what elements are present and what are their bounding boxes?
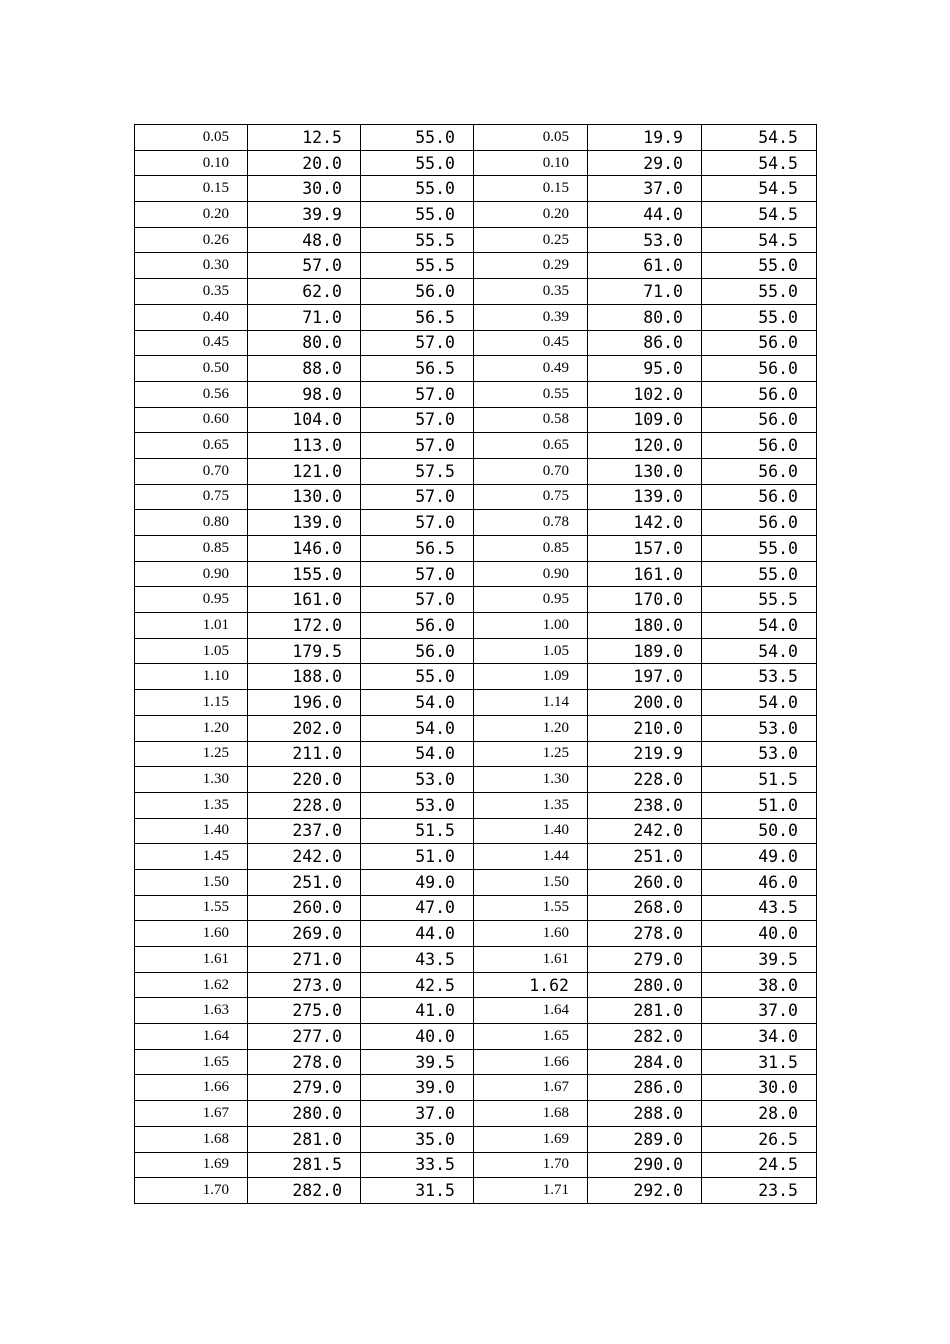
table-cell-col-3: 54.0: [361, 741, 474, 767]
table-cell-col-4: 1.25: [474, 741, 588, 767]
table-row: [135, 330, 817, 356]
table-cell-col-6: 24.5: [702, 1152, 817, 1178]
table-cell-col-1: 1.63: [135, 998, 248, 1024]
table-cell-col-3: 56.5: [361, 304, 474, 330]
table-cell-col-2: 88.0: [248, 356, 361, 382]
table-cell-col-5: 180.0: [588, 613, 702, 639]
table-cell-col-6: 55.5: [702, 587, 817, 613]
table-row: [135, 818, 817, 844]
table-cell-col-4: 1.09: [474, 664, 588, 690]
table-row: [135, 356, 817, 382]
table-cell-col-4: 1.20: [474, 715, 588, 741]
table-cell-col-3: 57.0: [361, 510, 474, 536]
table-row: [135, 1126, 817, 1152]
table-cell-col-3: 57.0: [361, 330, 474, 356]
table-cell-col-5: 210.0: [588, 715, 702, 741]
table-cell-col-5: 242.0: [588, 818, 702, 844]
table-cell-col-4: 0.20: [474, 202, 588, 228]
table-row: [135, 125, 817, 151]
table-cell-col-6: 56.0: [702, 407, 817, 433]
table-cell-col-1: 1.61: [135, 947, 248, 973]
table-cell-col-2: 271.0: [248, 947, 361, 973]
table-cell-col-3: 37.0: [361, 1101, 474, 1127]
table-cell-col-1: 0.15: [135, 176, 248, 202]
table-cell-col-6: 56.0: [702, 433, 817, 459]
table-cell-col-4: 0.10: [474, 150, 588, 176]
table-cell-col-6: 50.0: [702, 818, 817, 844]
table-row: [135, 972, 817, 998]
table-cell-col-6: 56.0: [702, 330, 817, 356]
table-row: [135, 638, 817, 664]
table-cell-col-4: 0.58: [474, 407, 588, 433]
table-row: [135, 844, 817, 870]
table-cell-col-1: 0.10: [135, 150, 248, 176]
table-cell-col-1: 1.68: [135, 1126, 248, 1152]
table-cell-col-5: 281.0: [588, 998, 702, 1024]
table-cell-col-1: 1.55: [135, 895, 248, 921]
table-cell-col-5: 279.0: [588, 947, 702, 973]
data-table-body: [135, 125, 817, 1204]
table-cell-col-5: 260.0: [588, 869, 702, 895]
table-cell-col-3: 51.5: [361, 818, 474, 844]
table-cell-col-4: 0.39: [474, 304, 588, 330]
table-cell-col-3: 56.0: [361, 638, 474, 664]
table-cell-col-2: 273.0: [248, 972, 361, 998]
table-cell-col-3: 54.0: [361, 690, 474, 716]
table-row: [135, 253, 817, 279]
table-cell-col-2: 269.0: [248, 921, 361, 947]
table-cell-col-5: 120.0: [588, 433, 702, 459]
table-cell-col-4: 0.90: [474, 561, 588, 587]
table-cell-col-2: 80.0: [248, 330, 361, 356]
table-cell-col-2: 20.0: [248, 150, 361, 176]
table-cell-col-1: 0.56: [135, 381, 248, 407]
table-cell-col-4: 0.35: [474, 279, 588, 305]
table-row: [135, 381, 817, 407]
table-cell-col-4: 1.71: [474, 1178, 588, 1204]
table-cell-col-5: 278.0: [588, 921, 702, 947]
table-cell-col-1: 1.60: [135, 921, 248, 947]
table-row: [135, 998, 817, 1024]
table-cell-col-5: 289.0: [588, 1126, 702, 1152]
table-cell-col-4: 0.05: [474, 125, 588, 151]
table-row: [135, 664, 817, 690]
table-cell-col-2: 39.9: [248, 202, 361, 228]
table-cell-col-3: 43.5: [361, 947, 474, 973]
table-cell-col-4: 0.49: [474, 356, 588, 382]
table-cell-col-6: 31.5: [702, 1049, 817, 1075]
table-cell-col-2: 251.0: [248, 869, 361, 895]
table-cell-col-2: 220.0: [248, 767, 361, 793]
table-cell-col-4: 0.95: [474, 587, 588, 613]
table-cell-col-4: 1.70: [474, 1152, 588, 1178]
table-cell-col-2: 202.0: [248, 715, 361, 741]
table-cell-col-2: 161.0: [248, 587, 361, 613]
table-cell-col-2: 242.0: [248, 844, 361, 870]
table-cell-col-3: 55.0: [361, 176, 474, 202]
table-cell-col-4: 1.67: [474, 1075, 588, 1101]
table-cell-col-3: 49.0: [361, 869, 474, 895]
table-cell-col-6: 56.0: [702, 381, 817, 407]
table-row: [135, 613, 817, 639]
table-cell-col-1: 1.64: [135, 1024, 248, 1050]
table-cell-col-2: 188.0: [248, 664, 361, 690]
table-cell-col-6: 56.0: [702, 458, 817, 484]
table-cell-col-5: 251.0: [588, 844, 702, 870]
table-row: [135, 921, 817, 947]
table-cell-col-3: 55.0: [361, 125, 474, 151]
table-cell-col-1: 0.75: [135, 484, 248, 510]
table-cell-col-3: 57.5: [361, 458, 474, 484]
table-cell-col-1: 0.45: [135, 330, 248, 356]
table-cell-col-4: 0.65: [474, 433, 588, 459]
table-cell-col-1: 0.65: [135, 433, 248, 459]
table-cell-col-2: 278.0: [248, 1049, 361, 1075]
table-row: [135, 587, 817, 613]
table-cell-col-1: 0.05: [135, 125, 248, 151]
table-cell-col-4: 1.55: [474, 895, 588, 921]
table-cell-col-5: 19.9: [588, 125, 702, 151]
table-row: [135, 536, 817, 562]
table-cell-col-2: 146.0: [248, 536, 361, 562]
table-cell-col-2: 237.0: [248, 818, 361, 844]
table-cell-col-4: 0.25: [474, 227, 588, 253]
table-cell-col-1: 1.30: [135, 767, 248, 793]
table-cell-col-1: 0.60: [135, 407, 248, 433]
table-row: [135, 792, 817, 818]
table-row: [135, 741, 817, 767]
table-cell-col-3: 54.0: [361, 715, 474, 741]
table-cell-col-2: 130.0: [248, 484, 361, 510]
table-cell-col-6: 43.5: [702, 895, 817, 921]
table-cell-col-3: 56.0: [361, 613, 474, 639]
table-cell-col-1: 1.45: [135, 844, 248, 870]
table-cell-col-5: 71.0: [588, 279, 702, 305]
table-cell-col-5: 139.0: [588, 484, 702, 510]
table-cell-col-1: 1.65: [135, 1049, 248, 1075]
table-cell-col-5: 86.0: [588, 330, 702, 356]
table-cell-col-5: 280.0: [588, 972, 702, 998]
table-cell-col-1: 0.95: [135, 587, 248, 613]
table-cell-col-6: 54.0: [702, 638, 817, 664]
table-cell-col-6: 51.0: [702, 792, 817, 818]
table-cell-col-3: 56.5: [361, 536, 474, 562]
table-cell-col-6: 55.0: [702, 279, 817, 305]
table-cell-col-5: 161.0: [588, 561, 702, 587]
table-cell-col-6: 28.0: [702, 1101, 817, 1127]
table-cell-col-2: 277.0: [248, 1024, 361, 1050]
table-cell-col-2: 113.0: [248, 433, 361, 459]
table-cell-col-1: 0.40: [135, 304, 248, 330]
table-cell-col-6: 55.0: [702, 561, 817, 587]
table-cell-col-2: 98.0: [248, 381, 361, 407]
table-cell-col-3: 57.0: [361, 407, 474, 433]
table-cell-col-1: 1.69: [135, 1152, 248, 1178]
table-cell-col-1: 1.15: [135, 690, 248, 716]
table-cell-col-5: 200.0: [588, 690, 702, 716]
table-cell-col-4: 1.44: [474, 844, 588, 870]
table-cell-col-6: 53.5: [702, 664, 817, 690]
table-cell-col-3: 39.5: [361, 1049, 474, 1075]
table-cell-col-1: 0.50: [135, 356, 248, 382]
table-cell-col-6: 54.5: [702, 150, 817, 176]
table-cell-col-1: 0.70: [135, 458, 248, 484]
table-cell-col-2: 211.0: [248, 741, 361, 767]
table-cell-col-4: 0.78: [474, 510, 588, 536]
table-row: [135, 304, 817, 330]
table-cell-col-4: 1.68: [474, 1101, 588, 1127]
table-cell-col-2: 228.0: [248, 792, 361, 818]
table-row: [135, 715, 817, 741]
table-cell-col-4: 1.14: [474, 690, 588, 716]
table-cell-col-1: 1.25: [135, 741, 248, 767]
table-cell-col-2: 104.0: [248, 407, 361, 433]
table-cell-col-6: 54.0: [702, 613, 817, 639]
table-cell-col-5: 189.0: [588, 638, 702, 664]
table-row: [135, 202, 817, 228]
table-cell-col-1: 1.01: [135, 613, 248, 639]
table-row: [135, 176, 817, 202]
table-cell-col-6: 55.0: [702, 536, 817, 562]
table-row: [135, 279, 817, 305]
table-cell-col-4: 0.55: [474, 381, 588, 407]
table-cell-col-3: 55.0: [361, 664, 474, 690]
table-cell-col-2: 260.0: [248, 895, 361, 921]
table-cell-col-6: 30.0: [702, 1075, 817, 1101]
table-row: [135, 150, 817, 176]
table-cell-col-5: 170.0: [588, 587, 702, 613]
data-table: [134, 124, 817, 1204]
table-cell-col-5: 268.0: [588, 895, 702, 921]
table-cell-col-1: 0.80: [135, 510, 248, 536]
table-row: [135, 690, 817, 716]
table-cell-col-5: 53.0: [588, 227, 702, 253]
table-row: [135, 1101, 817, 1127]
table-cell-col-2: 48.0: [248, 227, 361, 253]
table-cell-col-2: 12.5: [248, 125, 361, 151]
table-cell-col-2: 57.0: [248, 253, 361, 279]
table-cell-col-6: 54.0: [702, 690, 817, 716]
table-cell-col-6: 23.5: [702, 1178, 817, 1204]
table-cell-col-6: 51.5: [702, 767, 817, 793]
table-cell-col-4: 0.70: [474, 458, 588, 484]
table-cell-col-1: 1.35: [135, 792, 248, 818]
table-cell-col-2: 30.0: [248, 176, 361, 202]
table-cell-col-2: 172.0: [248, 613, 361, 639]
table-cell-col-6: 39.5: [702, 947, 817, 973]
table-cell-col-3: 57.0: [361, 484, 474, 510]
table-cell-col-5: 197.0: [588, 664, 702, 690]
table-row: [135, 484, 817, 510]
table-cell-col-6: 46.0: [702, 869, 817, 895]
table-cell-col-3: 47.0: [361, 895, 474, 921]
table-cell-col-4: 0.75: [474, 484, 588, 510]
table-cell-col-4: 1.64: [474, 998, 588, 1024]
table-cell-col-5: 29.0: [588, 150, 702, 176]
table-cell-col-4: 1.62: [474, 972, 588, 998]
table-cell-col-3: 53.0: [361, 767, 474, 793]
table-cell-col-1: 1.70: [135, 1178, 248, 1204]
table-row: [135, 1075, 817, 1101]
table-cell-col-3: 35.0: [361, 1126, 474, 1152]
table-row: [135, 1152, 817, 1178]
table-cell-col-1: 0.30: [135, 253, 248, 279]
table-cell-col-1: 1.10: [135, 664, 248, 690]
table-cell-col-2: 280.0: [248, 1101, 361, 1127]
table-row: [135, 869, 817, 895]
table-cell-col-1: 1.67: [135, 1101, 248, 1127]
table-cell-col-6: 38.0: [702, 972, 817, 998]
table-cell-col-3: 40.0: [361, 1024, 474, 1050]
table-cell-col-2: 139.0: [248, 510, 361, 536]
table-cell-col-5: 288.0: [588, 1101, 702, 1127]
table-row: [135, 458, 817, 484]
table-cell-col-6: 54.5: [702, 176, 817, 202]
table-cell-col-1: 0.85: [135, 536, 248, 562]
table-cell-col-4: 0.15: [474, 176, 588, 202]
table-cell-col-3: 56.0: [361, 279, 474, 305]
table-cell-col-5: 130.0: [588, 458, 702, 484]
table-cell-col-4: 1.05: [474, 638, 588, 664]
table-cell-col-3: 44.0: [361, 921, 474, 947]
table-row: [135, 510, 817, 536]
table-row: [135, 561, 817, 587]
table-cell-col-1: 0.90: [135, 561, 248, 587]
table-cell-col-6: 55.0: [702, 253, 817, 279]
table-row: [135, 407, 817, 433]
table-cell-col-3: 55.5: [361, 227, 474, 253]
table-cell-col-6: 49.0: [702, 844, 817, 870]
table-cell-col-4: 1.35: [474, 792, 588, 818]
table-cell-col-3: 53.0: [361, 792, 474, 818]
table-cell-col-5: 228.0: [588, 767, 702, 793]
table-cell-col-4: 1.61: [474, 947, 588, 973]
table-cell-col-4: 1.66: [474, 1049, 588, 1075]
table-cell-col-5: 61.0: [588, 253, 702, 279]
table-cell-col-6: 40.0: [702, 921, 817, 947]
table-cell-col-4: 0.45: [474, 330, 588, 356]
table-cell-col-2: 279.0: [248, 1075, 361, 1101]
table-cell-col-6: 34.0: [702, 1024, 817, 1050]
table-cell-col-6: 55.0: [702, 304, 817, 330]
table-cell-col-1: 1.05: [135, 638, 248, 664]
table-row: [135, 433, 817, 459]
table-cell-col-2: 275.0: [248, 998, 361, 1024]
table-cell-col-4: 0.29: [474, 253, 588, 279]
table-cell-col-5: 109.0: [588, 407, 702, 433]
table-cell-col-2: 62.0: [248, 279, 361, 305]
table-cell-col-6: 54.5: [702, 202, 817, 228]
table-cell-col-3: 57.0: [361, 561, 474, 587]
table-cell-col-2: 281.0: [248, 1126, 361, 1152]
table-cell-col-6: 37.0: [702, 998, 817, 1024]
table-cell-col-5: 219.9: [588, 741, 702, 767]
table-cell-col-1: 1.62: [135, 972, 248, 998]
table-cell-col-6: 56.0: [702, 510, 817, 536]
table-cell-col-3: 57.0: [361, 381, 474, 407]
table-cell-col-5: 80.0: [588, 304, 702, 330]
table-cell-col-6: 54.5: [702, 125, 817, 151]
table-cell-col-2: 71.0: [248, 304, 361, 330]
table-cell-col-4: 1.69: [474, 1126, 588, 1152]
table-cell-col-5: 95.0: [588, 356, 702, 382]
table-cell-col-1: 0.20: [135, 202, 248, 228]
table-cell-col-3: 55.0: [361, 202, 474, 228]
table-cell-col-4: 1.00: [474, 613, 588, 639]
table-cell-col-2: 282.0: [248, 1178, 361, 1204]
table-cell-col-3: 39.0: [361, 1075, 474, 1101]
table-cell-col-2: 121.0: [248, 458, 361, 484]
table-cell-col-3: 33.5: [361, 1152, 474, 1178]
table-cell-col-5: 37.0: [588, 176, 702, 202]
table-cell-col-1: 1.50: [135, 869, 248, 895]
table-cell-col-6: 56.0: [702, 484, 817, 510]
table-cell-col-3: 31.5: [361, 1178, 474, 1204]
table-cell-col-5: 292.0: [588, 1178, 702, 1204]
table-cell-col-4: 1.65: [474, 1024, 588, 1050]
table-cell-col-3: 56.5: [361, 356, 474, 382]
table-cell-col-1: 1.66: [135, 1075, 248, 1101]
table-cell-col-4: 1.40: [474, 818, 588, 844]
table-cell-col-4: 1.60: [474, 921, 588, 947]
table-cell-col-6: 53.0: [702, 715, 817, 741]
table-cell-col-1: 0.35: [135, 279, 248, 305]
table-cell-col-3: 57.0: [361, 587, 474, 613]
table-cell-col-4: 1.30: [474, 767, 588, 793]
table-cell-col-2: 281.5: [248, 1152, 361, 1178]
table-cell-col-5: 282.0: [588, 1024, 702, 1050]
table-cell-col-3: 41.0: [361, 998, 474, 1024]
table-cell-col-5: 142.0: [588, 510, 702, 536]
table-cell-col-5: 286.0: [588, 1075, 702, 1101]
table-cell-col-3: 57.0: [361, 433, 474, 459]
table-cell-col-1: 0.26: [135, 227, 248, 253]
table-cell-col-5: 157.0: [588, 536, 702, 562]
table-cell-col-3: 42.5: [361, 972, 474, 998]
table-cell-col-5: 290.0: [588, 1152, 702, 1178]
table-cell-col-5: 284.0: [588, 1049, 702, 1075]
table-cell-col-1: 1.20: [135, 715, 248, 741]
table-cell-col-6: 53.0: [702, 741, 817, 767]
table-cell-col-2: 179.5: [248, 638, 361, 664]
table-row: [135, 767, 817, 793]
table-cell-col-1: 1.40: [135, 818, 248, 844]
table-row: [135, 1178, 817, 1204]
table-cell-col-6: 56.0: [702, 356, 817, 382]
table-row: [135, 947, 817, 973]
table-row: [135, 1049, 817, 1075]
table-cell-col-3: 51.0: [361, 844, 474, 870]
table-cell-col-6: 54.5: [702, 227, 817, 253]
table-cell-col-5: 44.0: [588, 202, 702, 228]
table-cell-col-3: 55.0: [361, 150, 474, 176]
table-row: [135, 1024, 817, 1050]
table-cell-col-4: 0.85: [474, 536, 588, 562]
table-cell-col-4: 1.50: [474, 869, 588, 895]
table-row: [135, 895, 817, 921]
table-cell-col-5: 102.0: [588, 381, 702, 407]
table-cell-col-5: 238.0: [588, 792, 702, 818]
table-cell-col-2: 155.0: [248, 561, 361, 587]
table-cell-col-3: 55.5: [361, 253, 474, 279]
table-row: [135, 227, 817, 253]
table-cell-col-2: 196.0: [248, 690, 361, 716]
table-cell-col-6: 26.5: [702, 1126, 817, 1152]
